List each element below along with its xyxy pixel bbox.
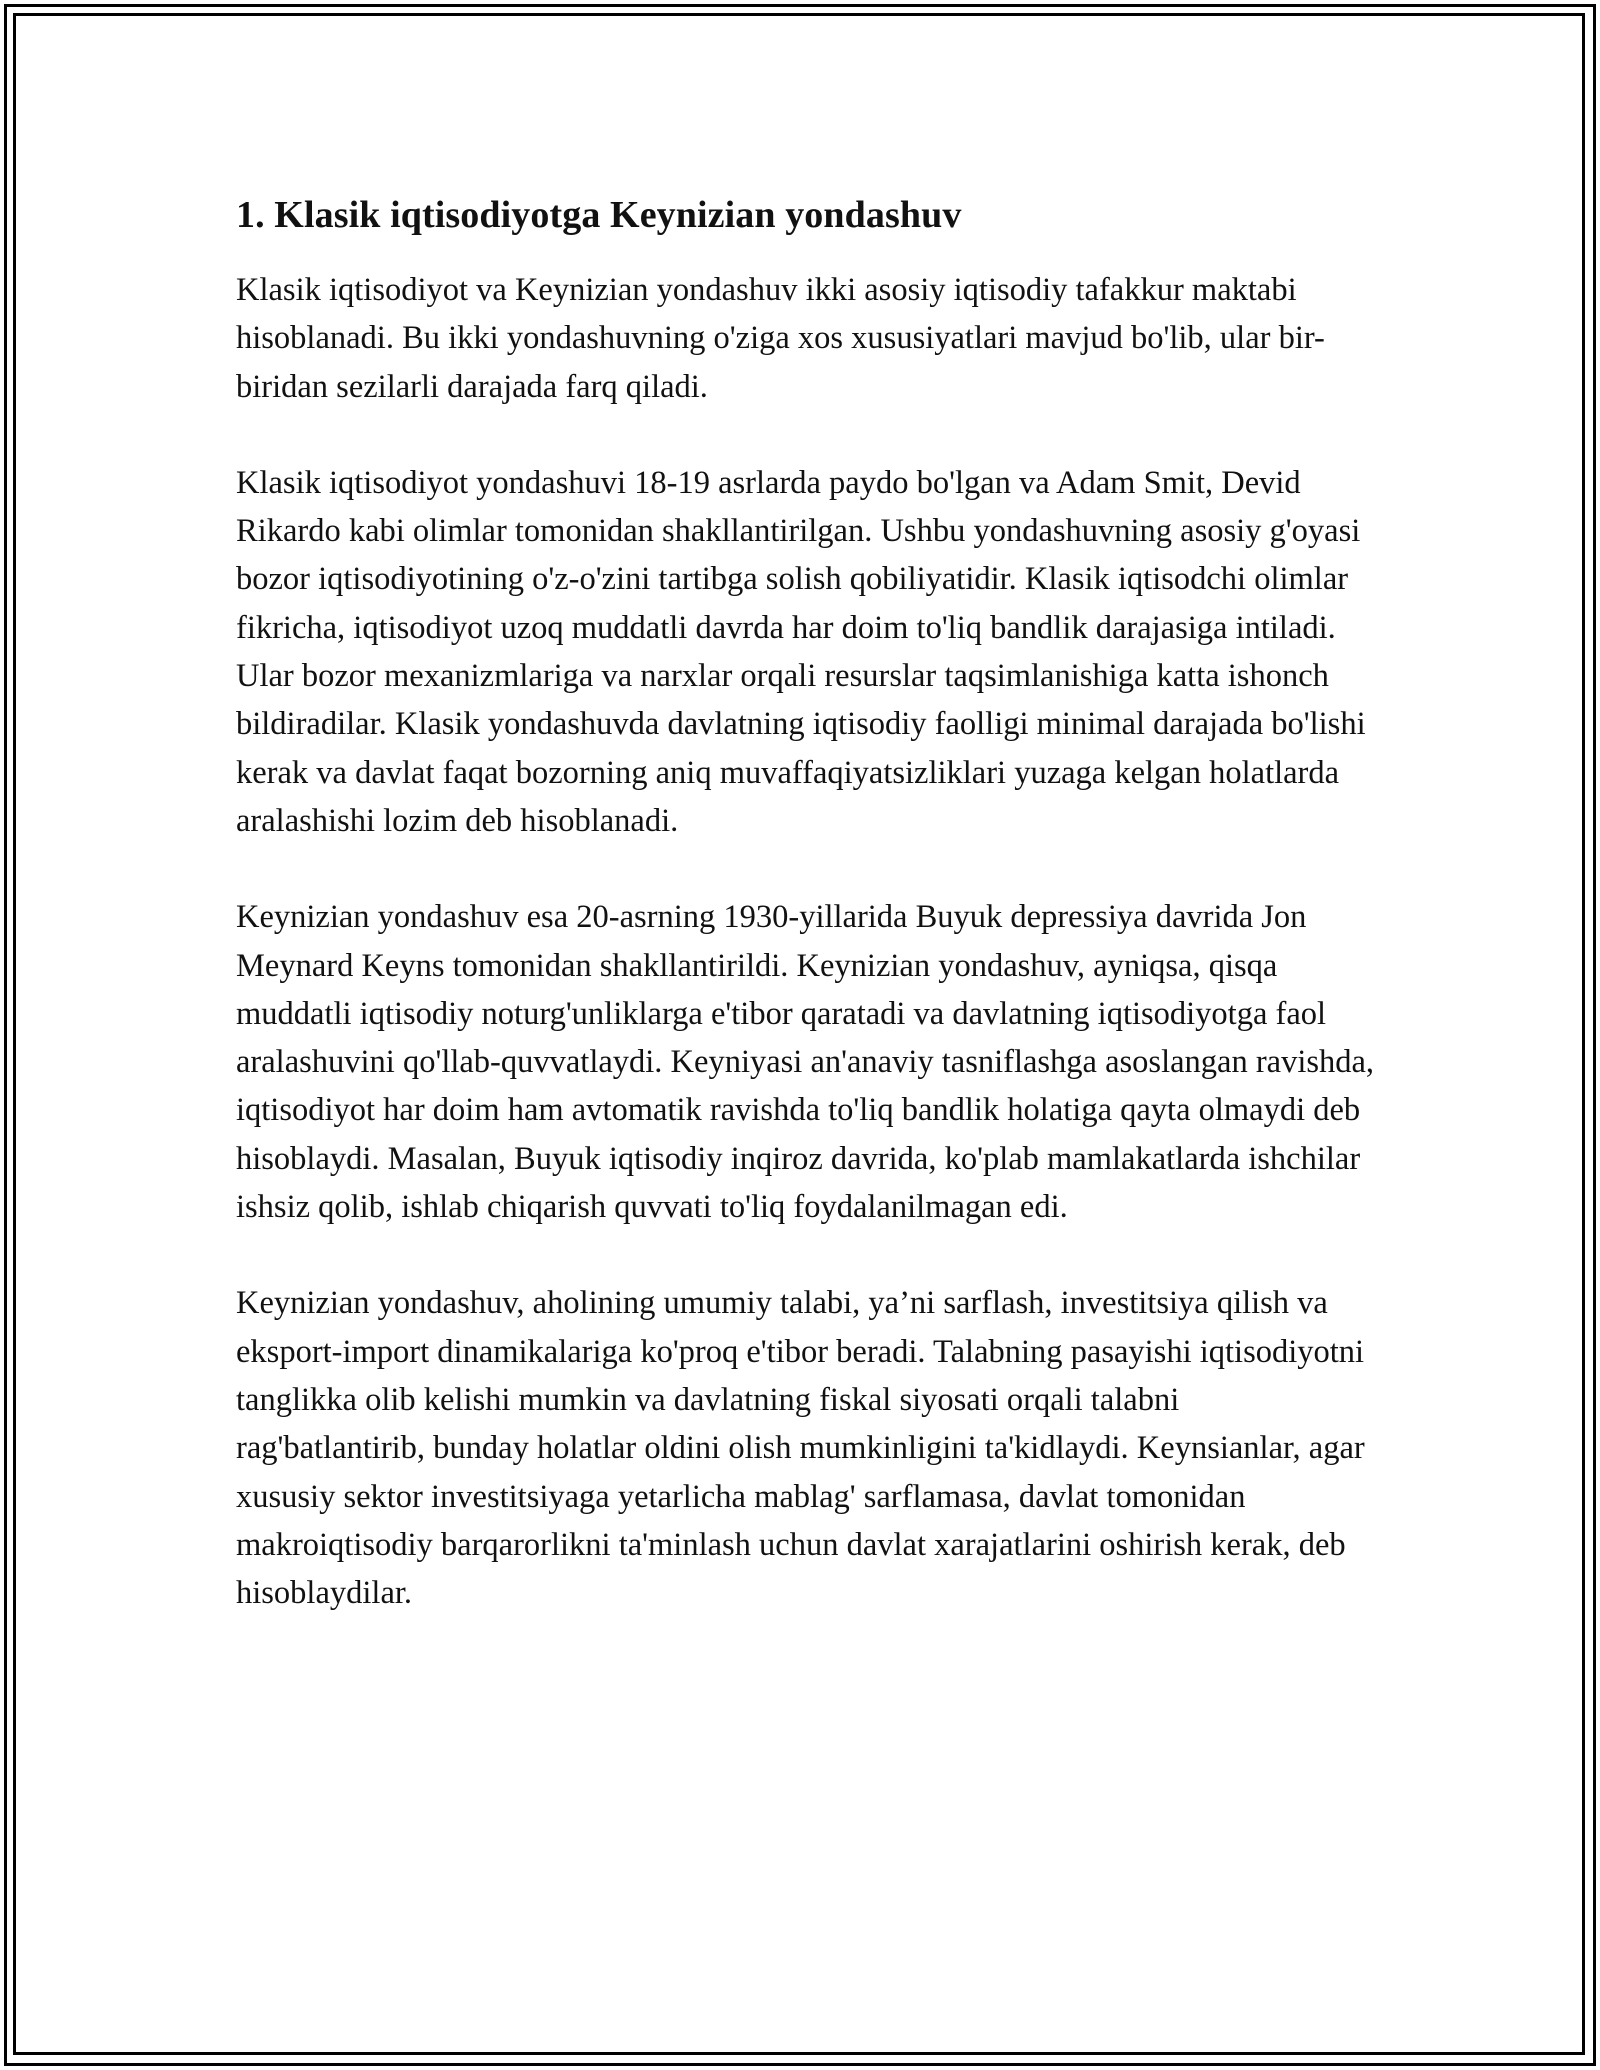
paragraph-classical: Klasik iqtisodiyot yondashuvi 18-19 asrlarda paydo bo'lgan va Adam Smit, Devid Rikardo kabi olimlar tomonidan shakllantirilgan. Ushbu yondashuvning asosiy g'oyasi bozor iqtisodiyotining o'z-o'zini tartibga solish qobiliyatidir. Klasik iqtisodchi olimlar fikricha, iqtisodiyot uzoq muddatli davrda har doim to'liq bandlik darajasiga intiladi. Ular bozor mexanizmlariga va narxlar orqali resurslar taqsimlanishiga katta ishonch bildiradilar. Klasik yondashuvda davlatning iqtisodiy faolligi minimal darajada bo'lishi kerak va davlat faqat bozorning aniq muvaffaqiyatsizliklari yuzaga kelgan holatlarda aralashishi lozim deb hisoblanadi. <box>236 464 1366 839</box>
section-heading: 1. Klasik iqtisodiyotga Keynizian yondashuv <box>236 194 962 236</box>
paragraph-keynesian: Keynizian yondashuv esa 20-asrning 1930-yillarida Buyuk depressiya davrida Jon Meynard Keyns tomonidan shakllantirildi. Keynizian yondashuv, ayniqsa, qisqa muddatli iqtisodiy noturg'unliklarga e'tibor qaratadi va davlatning iqtisodiyotga faol aralashuvini qo'llab-quvvatlaydi. Keyniyasi an'anaviy tasniflashga asoslangan ravishda, iqtisodiyot har doim ham avtomatik ravishda to'liq bandlik holatiga qayta olmaydi deb hisoblaydi. Masalan, Buyuk iqtisodiy inqiroz davrida, ko'plab mamlakatlarda ishchilar ishsiz qolib, ishlab chiqarish quvvati to'liq foydalanilmagan edi. <box>236 899 1375 1226</box>
document-body <box>236 186 1376 1665</box>
paragraph-demand: Keynizian yondashuv, aholining umumiy talabi, ya’ni sarflash, investitsiya qilish va eksport-import dinamikalariga ko'proq e'tibor beradi. Talabning pasayishi iqtisodiyotni tanglikka olib kelishi mumkin va davlatning fiskal siyosati orqali talabni rag'batlantirib, bunday holatlar oldini olish mumkinligini ta'kidlaydi. Keynsianlar, agar xususiy sektor investitsiyaga yetarlicha mablag' sarflamasa, davlat tomonidan makroiqtisodiy barqarorlikni ta'minlash uchun davlat xarajatlarini oshirish kerak, deb hisoblaydilar. <box>236 1285 1365 1612</box>
paragraph-intro: Klasik iqtisodiyot va Keynizian yondashuv ikki asosiy iqtisodiy tafakkur maktabi hisoblanadi. Bu ikki yondashuvning o'ziga xos xususiyatlari mavjud bo'lib, ular bir-biridan sezilarli darajada farq qiladi. <box>236 272 1325 405</box>
